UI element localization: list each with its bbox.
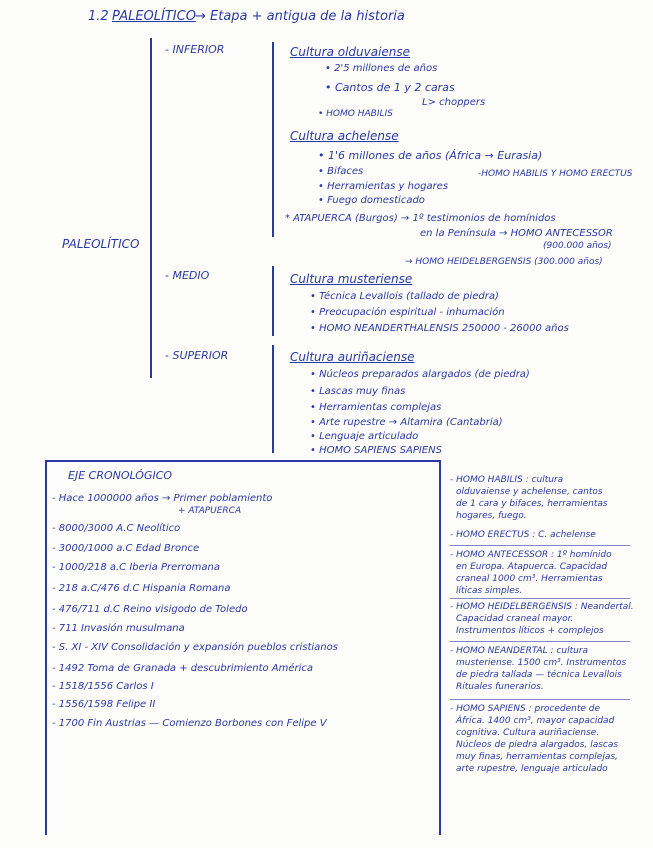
side-note-2: - HOMO ERECTUS : C. achelense (450, 530, 596, 540)
side-note-3-line-3: craneal 1000 cm³. Herramientas (456, 574, 603, 584)
main-brace-line (150, 38, 152, 378)
eje-item-1b: + ATAPUERCA (178, 506, 242, 516)
eje-box-top (45, 460, 440, 462)
side-sep-2 (450, 598, 630, 599)
eje-item-10: - 1518/1556 Carlos I (52, 681, 154, 692)
inferior-label: - INFERIOR (165, 43, 225, 56)
side-note-4-line-2: Capacidad craneal mayor. (456, 614, 574, 624)
side-note-4-line-3: Instrumentos líticos + complejos (456, 626, 604, 636)
side-note-1-line-3: de 1 cara y bifaces, herramientas (456, 499, 608, 509)
side-note-6-line-5: muy finas, herramientas complejas, (456, 752, 618, 762)
side-note-6-line-4: Núcleos de piedra alargados, lascas (456, 740, 619, 750)
auriñaciense-item-4: • Arte rupestre → Altamira (Cantabria) (310, 417, 503, 428)
inferior-bracket (272, 42, 274, 237)
eje-item-9: - 1492 Toma de Granada + descubrimiento América (52, 663, 314, 674)
olduvaiense-item-4: • HOMO HABILIS (318, 109, 393, 119)
title-rest: → Etapa + antigua de la historia (195, 9, 405, 24)
atapuerca-line-1: * ATAPUERCA (Burgos) → 1º testimonios de homínidos (285, 213, 556, 224)
auriñaciense-item-6: • HOMO SAPIENS SAPIENS (310, 445, 442, 456)
eje-box-right (439, 460, 441, 835)
eje-item-2: - 8000/3000 A.C Neolítico (52, 523, 181, 534)
eje-item-5: - 218 a.C/476 d.C Hispania Romana (52, 583, 231, 594)
side-note-5-line-2: musteriense. 1500 cm³. Instrumentos (456, 658, 627, 668)
auriñaciense-title: Cultura auriñaciense (290, 350, 415, 364)
side-note-5-line-1: - HOMO NEANDERTAL : cultura (450, 646, 589, 656)
eje-item-4: - 1000/218 a.C Iberia Prerromana (52, 562, 220, 573)
side-note-3-line-4: líticas simples. (456, 586, 523, 596)
achelense-item-3: • Herramientas y hogares (318, 181, 449, 192)
auriñaciense-item-3: • Herramientas complejas (310, 402, 442, 413)
superior-bracket (272, 345, 274, 453)
side-sep-1 (450, 545, 630, 546)
musteriense-title: Cultura musteriense (290, 272, 413, 286)
atapuerca-line-2: en la Península → HOMO ANTECESSOR (420, 228, 613, 239)
auriñaciense-item-1: • Núcleos preparados alargados (de piedra) (310, 369, 530, 380)
olduvaiense-item-3: L> choppers (422, 97, 486, 108)
eje-item-8: - S. XI - XIV Consolidación y expansión pueblos cristianos (52, 642, 338, 653)
side-note-5-line-3: de piedra tallada — técnica Levallois (456, 670, 622, 680)
eje-item-7: - 711 Invasión musulmana (52, 623, 185, 634)
auriñaciense-item-5: • Lenguaje articulado (310, 431, 419, 442)
olduvaiense-item-1: • 2'5 millones de años (325, 63, 438, 74)
musteriense-item-1: • Técnica Levallois (tallado de piedra) (310, 291, 499, 302)
side-note-6-line-2: África. 1400 cm³, mayor capacidad (456, 716, 615, 726)
achelense-item-2: • Bifaces (318, 166, 364, 177)
atapuerca-line-4: → HOMO HEIDELBERGENSIS (300.000 años) (405, 257, 603, 267)
eje-item-11: - 1556/1598 Felipe II (52, 699, 156, 710)
eje-box-left (45, 460, 47, 835)
side-note-1-line-2: olduvaiense y achelense, cantos (456, 487, 603, 497)
side-note-4-line-1: - HOMO HEIDELBERGENSIS : Neandertal. (450, 602, 634, 612)
auriñaciense-item-2: • Lascas muy finas (310, 386, 406, 397)
side-note-6-line-6: arte rupestre, lenguaje articulado (456, 764, 608, 774)
eje-item-3: - 3000/1000 a.C Edad Bronce (52, 543, 200, 554)
superior-label: - SUPERIOR (165, 349, 229, 362)
side-sep-3 (450, 641, 630, 642)
olduvaiense-item-2: • Cantos de 1 y 2 caras (325, 81, 455, 94)
side-note-1-line-4: hogares, fuego. (456, 511, 527, 521)
title-number: 1.2 (88, 9, 109, 24)
achelense-item-1: • 1'6 millones de años (África → Eurasia) (318, 149, 543, 162)
atapuerca-line-3: (900.000 años) (543, 241, 612, 251)
medio-label: - MEDIO (165, 269, 210, 282)
achelense-side-note: -HOMO HABILIS Y HOMO ERECTUS (478, 169, 633, 179)
side-note-3-line-2: en Europa. Atapuerca. Capacidad (456, 562, 608, 572)
medio-bracket (272, 266, 274, 336)
eje-title: EJE CRONOLÓGICO (68, 469, 173, 482)
eje-item-12: - 1700 Fin Austrias — Comienzo Borbones con Felipe V (52, 718, 327, 729)
side-sep-4 (450, 699, 630, 700)
eje-item-6: - 476/711 d.C Reino visigodo de Toledo (52, 604, 248, 615)
achelense-item-4: • Fuego domesticado (318, 195, 425, 206)
musteriense-item-3: • HOMO NEANDERTHALENSIS 250000 - 26000 años (310, 323, 569, 334)
side-note-1-line-1: - HOMO HABILIS : cultura (450, 475, 564, 485)
eje-item-1: - Hace 1000000 años → Primer poblamiento (52, 493, 273, 504)
paleolitico-label: PALEOLÍTICO (62, 237, 140, 251)
side-note-3-line-1: - HOMO ANTECESSOR : 1º homínido (450, 550, 612, 560)
side-note-6-line-3: cognitiva. Cultura auriñaciense. (456, 728, 600, 738)
achelense-title: Cultura achelense (290, 129, 399, 143)
olduvaiense-title: Cultura olduvaiense (290, 45, 411, 59)
side-note-6-line-1: - HOMO SAPIENS : procedente de (450, 704, 601, 714)
side-note-5-line-4: Rituales funerarios. (456, 682, 544, 692)
title-name: PALEOLÍTICO (112, 9, 196, 24)
musteriense-item-2: • Preocupación espiritual - inhumación (310, 307, 505, 318)
